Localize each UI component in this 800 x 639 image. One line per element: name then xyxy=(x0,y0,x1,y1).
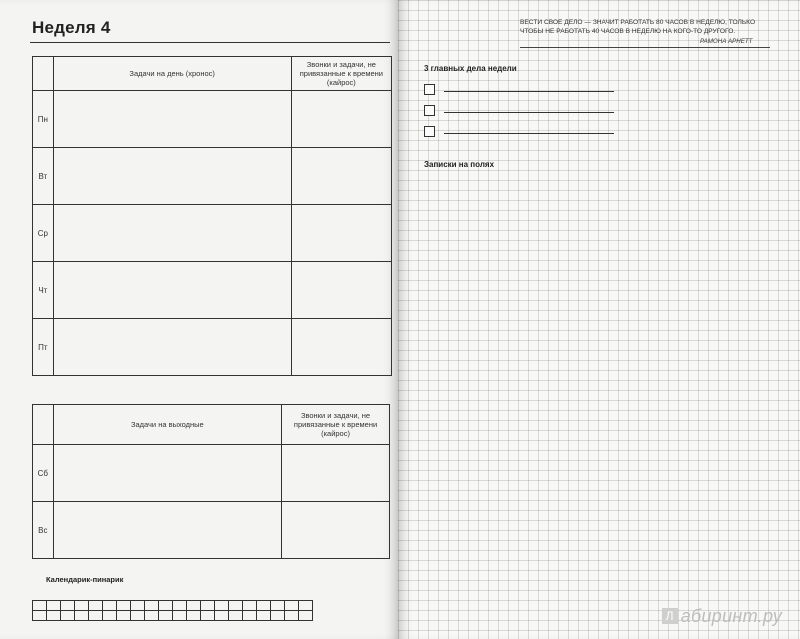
weekend-table xyxy=(32,404,390,559)
calls-cell xyxy=(291,148,391,205)
calendar-cell[interactable] xyxy=(33,601,47,611)
calendar-cell[interactable] xyxy=(271,611,285,621)
calendar-cell[interactable] xyxy=(117,601,131,611)
checkbox[interactable] xyxy=(424,126,435,137)
calendar-cell[interactable] xyxy=(173,601,187,611)
task-line[interactable] xyxy=(444,112,614,113)
corner-cell xyxy=(33,57,54,91)
calendar-cell[interactable] xyxy=(47,601,61,611)
right-page xyxy=(398,0,800,639)
calendar-cell[interactable] xyxy=(61,611,75,621)
calendar-cell[interactable] xyxy=(285,611,299,621)
calendar-cell[interactable] xyxy=(285,601,299,611)
checkbox[interactable] xyxy=(424,84,435,95)
calendar-cell[interactable] xyxy=(201,601,215,611)
day-label: Вт xyxy=(33,148,54,205)
calendar-cell[interactable] xyxy=(215,601,229,611)
tasks-cell xyxy=(53,148,291,205)
header-weekend-tasks: Задачи на выходные xyxy=(53,405,281,445)
calendar-cell[interactable] xyxy=(131,611,145,621)
calendar-cell[interactable] xyxy=(299,601,313,611)
header-weekend-calls: Звонки и задачи, не привязанные к времени (кайрос) xyxy=(282,405,390,445)
left-page xyxy=(0,0,398,639)
calendar-cell[interactable] xyxy=(103,611,117,621)
calendar-cell[interactable] xyxy=(33,611,47,621)
task-line[interactable] xyxy=(444,133,614,134)
calendar-cell[interactable] xyxy=(201,611,215,621)
calendar-cell[interactable] xyxy=(187,601,201,611)
tasks-cell xyxy=(53,319,291,376)
calendar-cell[interactable] xyxy=(75,601,89,611)
calendar-cell[interactable] xyxy=(61,601,75,611)
week-title: Неделя 4 xyxy=(32,18,111,37)
habit-calendar xyxy=(32,600,313,621)
calendar-cell[interactable] xyxy=(229,611,243,621)
calendar-cell[interactable] xyxy=(173,611,187,621)
calendar-cell[interactable] xyxy=(243,601,257,611)
calendar-cell[interactable] xyxy=(243,611,257,621)
day-label: Ср xyxy=(33,205,54,262)
tasks-cell xyxy=(53,262,291,319)
header-tasks: Задачи на день (хронос) xyxy=(53,57,291,91)
calls-cell xyxy=(291,262,391,319)
checkbox[interactable] xyxy=(424,105,435,116)
calendar-cell[interactable] xyxy=(257,601,271,611)
day-label: Сб xyxy=(33,445,54,502)
calendar-cell[interactable] xyxy=(103,601,117,611)
calendar-cell[interactable] xyxy=(131,601,145,611)
calls-cell xyxy=(291,205,391,262)
calendar-cell[interactable] xyxy=(89,601,103,611)
calendar-cell[interactable] xyxy=(159,611,173,621)
calendar-cell[interactable] xyxy=(117,611,131,621)
corner-cell xyxy=(33,405,54,445)
calendar-cell[interactable] xyxy=(257,611,271,621)
weekday-table xyxy=(32,56,392,376)
day-label: Пт xyxy=(33,319,54,376)
quote-divider xyxy=(520,47,770,48)
watermark-text: абиринт.ру xyxy=(680,606,782,626)
calls-cell xyxy=(282,502,390,559)
calendar-cell[interactable] xyxy=(271,601,285,611)
day-label: Пн xyxy=(33,91,54,148)
watermark xyxy=(662,606,782,627)
calendar-cell[interactable] xyxy=(229,601,243,611)
top3-label: 3 главных дела недели xyxy=(424,64,517,73)
header-calls: Звонки и задачи, не привязанные к времени (кайрос) xyxy=(291,57,391,91)
calendar-cell[interactable] xyxy=(299,611,313,621)
task-line[interactable] xyxy=(444,91,614,92)
watermark-logo-icon: Л xyxy=(662,608,678,624)
calendar-cell[interactable] xyxy=(89,611,103,621)
calendar-cell[interactable] xyxy=(145,611,159,621)
title-divider xyxy=(30,42,390,43)
calendar-cell[interactable] xyxy=(215,611,229,621)
quote-author: РАМОНА АРНЕТТ xyxy=(700,38,753,45)
calendar-cell[interactable] xyxy=(47,611,61,621)
quote-text: ВЕСТИ СВОЕ ДЕЛО — ЗНАЧИТ РАБОТАТЬ 80 ЧАСОВ В НЕДЕЛЮ, ТОЛЬКО ЧТОБЫ НЕ РАБОТАТЬ 40 ЧАСОВ В НЕДЕЛЮ НА КОГО-ТО ДРУГОГО. xyxy=(520,19,756,35)
calendar-cell[interactable] xyxy=(187,611,201,621)
calendar-cell[interactable] xyxy=(159,601,173,611)
tasks-cell xyxy=(53,205,291,262)
calls-cell xyxy=(291,91,391,148)
notes-label: Записки на полях xyxy=(424,160,495,169)
tasks-cell xyxy=(53,91,291,148)
day-label: Вс xyxy=(33,502,54,559)
calendar-cell[interactable] xyxy=(145,601,159,611)
calendar-label: Календарик-пинарик xyxy=(46,575,124,584)
calls-cell xyxy=(282,445,390,502)
tasks-cell xyxy=(53,502,281,559)
day-label: Чт xyxy=(33,262,54,319)
calls-cell xyxy=(291,319,391,376)
tasks-cell xyxy=(53,445,281,502)
calendar-cell[interactable] xyxy=(75,611,89,621)
